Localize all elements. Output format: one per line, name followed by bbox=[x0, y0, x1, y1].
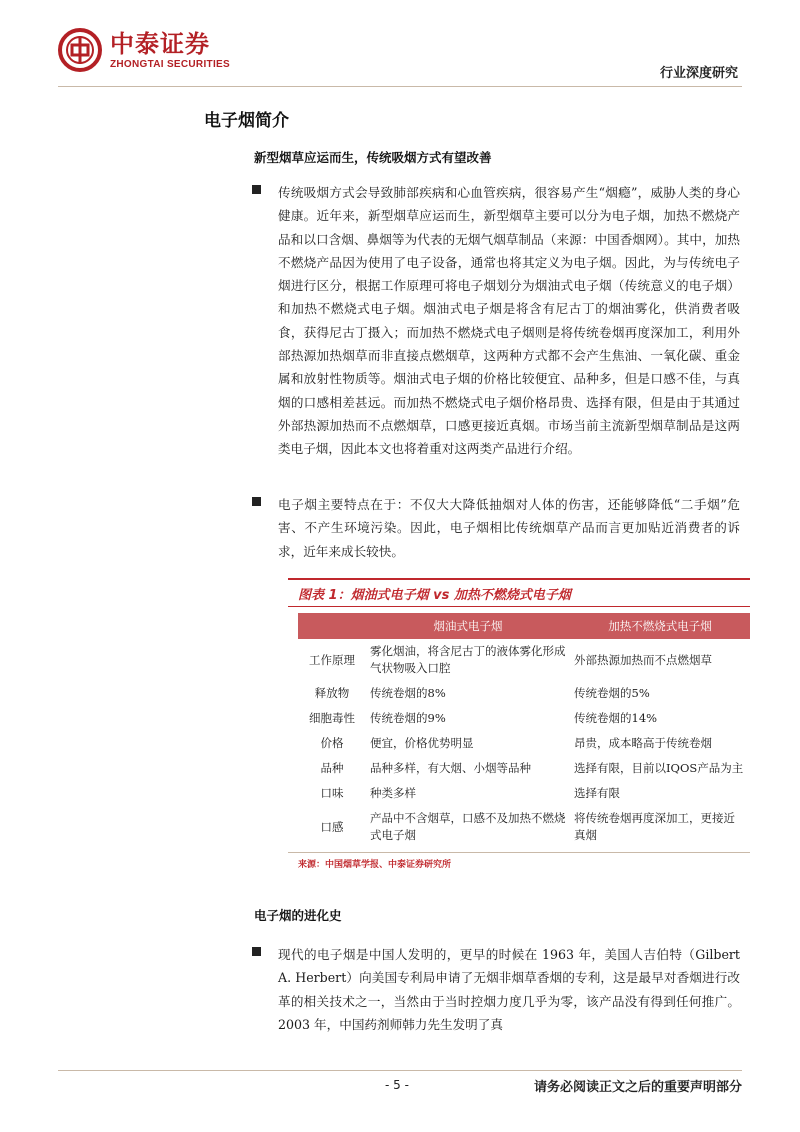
zhongtai-logo-icon bbox=[58, 28, 102, 72]
subheading-evolution: 电子烟的进化史 bbox=[254, 908, 342, 923]
table-cell: 便宜，价格优势明显 bbox=[370, 736, 474, 750]
paragraph-text: 传统吸烟方式会导致肺部疾病和心血管疾病，很容易产生“烟瘾”，威胁人类的身心健康。近年来，新型烟草应运而生，新型烟草主要可以分为电子烟，加热不燃烧产品和以口含烟、鼻烟等为代表的无烟气烟草制品（来源：中国香烟网）。其中，加热不燃烧产品因为使用了电子设备，通常也将其定义为电子烟。因此，为与传统电子烟进行区分，根据工作原理可将电子烟划分为烟油式电子烟（传统意义的电子烟）和加热不燃烧式电子烟。烟油式电子烟是将含有尼古丁的烟油雾化，供消费者吸食，获得尼古丁摄入；而加热不燃烧式电子烟则是将传统卷烟再度深加工，利用外部热源加热烟草而非直接点燃烟草，这两种方式都不会产生焦油、一氧化碳、重金属和放射性物质等。烟油式电子烟的价格比较便宜、品种多，但是口感不佳，与真烟的口感相差甚远。而加热不燃烧式电子烟价格昂贵、选择有限，但是由于其通过外部热源加热而不点燃烟草，口感更接近真烟。市场当前主流新型烟草制品是这两类电子烟，因此本文也将着重对这两类产品进行介绍。 bbox=[278, 185, 740, 457]
table-row bbox=[298, 731, 750, 756]
table-row bbox=[298, 806, 750, 848]
row-label: 口味 bbox=[320, 786, 344, 800]
brand-name-en: ZHONGTAI SECURITIES bbox=[110, 58, 230, 70]
table-cell: 产品中不含烟草，口感不及加热不燃烧式电子烟 bbox=[370, 811, 566, 842]
footer-disclaimer: 请务必阅读正文之后的重要声明部分 bbox=[533, 1080, 742, 1095]
page-number: - 5 - bbox=[385, 1078, 409, 1092]
brand-logo bbox=[58, 28, 230, 72]
table-row bbox=[298, 756, 750, 781]
table-cell: 传统卷烟的14% bbox=[574, 711, 658, 725]
bullet-paragraph bbox=[278, 181, 740, 461]
bullet-square-icon bbox=[252, 185, 261, 194]
paragraph-text: 现代的电子烟是中国人发明的，更早的时候在 1963 年，美国人吉伯特（Gilbert A. Herbert）向美国专利局申请了无烟非烟草香烟的专利，这是最早对香烟进行改革的相关技术之一，当然由于当时控烟力度几乎为零，该产品没有得到任何推广。2003 年，中国药剂师韩力先生发明了真 bbox=[278, 947, 740, 1032]
table-cell: 选择有限，目前以IQOS产品为主 bbox=[574, 761, 744, 775]
table-header-cell bbox=[298, 613, 366, 639]
footer-divider bbox=[58, 1070, 742, 1071]
table-cell: 传统卷烟的5% bbox=[574, 686, 650, 700]
figure-comparison-table bbox=[288, 578, 750, 870]
table-header-cell: 加热不燃烧式电子烟 bbox=[570, 613, 750, 639]
figure-source: 来源：中国烟草学报、中泰证券研究所 bbox=[298, 860, 452, 870]
figure-title: 图表 1：烟油式电子烟 vs 加热不燃烧式电子烟 bbox=[298, 587, 571, 603]
table-cell: 传统卷烟的9% bbox=[370, 711, 446, 725]
table-cell: 雾化烟油，将含尼古丁的液体雾化形成气状物吸入口腔 bbox=[370, 644, 566, 675]
paragraph-text: 电子烟主要特点在于：不仅大大降低抽烟对人体的伤害，还能够降低“二手烟”危害、不产生环境污染。因此，电子烟相比传统烟草产品而言更加贴近消费者的诉求，近年来成长较快。 bbox=[278, 497, 740, 559]
brand-name-cn: 中泰证券 bbox=[110, 29, 210, 58]
bullet-square-icon bbox=[252, 497, 261, 506]
row-label: 价格 bbox=[320, 736, 344, 750]
row-label: 口感 bbox=[320, 819, 344, 834]
bullet-square-icon bbox=[252, 947, 261, 956]
table-cell: 外部热源加热而不点燃烟草 bbox=[574, 652, 712, 667]
table-cell: 选择有限 bbox=[574, 786, 620, 800]
document-type-label: 行业深度研究 bbox=[659, 66, 738, 81]
section-title: 电子烟简介 bbox=[204, 111, 289, 131]
figure-title-bar bbox=[288, 578, 750, 607]
row-label: 细胞毒性 bbox=[309, 711, 355, 725]
table-header-row bbox=[298, 613, 750, 639]
table-cell: 传统卷烟的8% bbox=[370, 686, 446, 700]
table-row bbox=[298, 781, 750, 806]
table-cell: 种类多样 bbox=[370, 786, 416, 800]
header-divider bbox=[58, 86, 742, 87]
bullet-paragraph bbox=[278, 493, 740, 563]
table-row bbox=[298, 681, 750, 706]
table-row bbox=[298, 706, 750, 731]
table-cell: 品种多样，有大烟、小烟等品种 bbox=[370, 761, 531, 775]
table-header-cell: 烟油式电子烟 bbox=[366, 613, 570, 639]
table-row bbox=[298, 639, 750, 681]
table-cell: 将传统卷烟再度深加工，更接近真烟 bbox=[574, 811, 735, 842]
row-label: 释放物 bbox=[314, 686, 350, 700]
row-label: 品种 bbox=[320, 761, 344, 775]
bullet-paragraph bbox=[278, 943, 740, 1036]
subheading-new-tobacco: 新型烟草应运而生，传统吸烟方式有望改善 bbox=[254, 150, 492, 165]
table-cell: 昂贵，成本略高于传统卷烟 bbox=[574, 736, 712, 750]
row-label: 工作原理 bbox=[309, 652, 355, 667]
figure-bottom-rule bbox=[288, 852, 750, 853]
comparison-table bbox=[298, 613, 750, 848]
